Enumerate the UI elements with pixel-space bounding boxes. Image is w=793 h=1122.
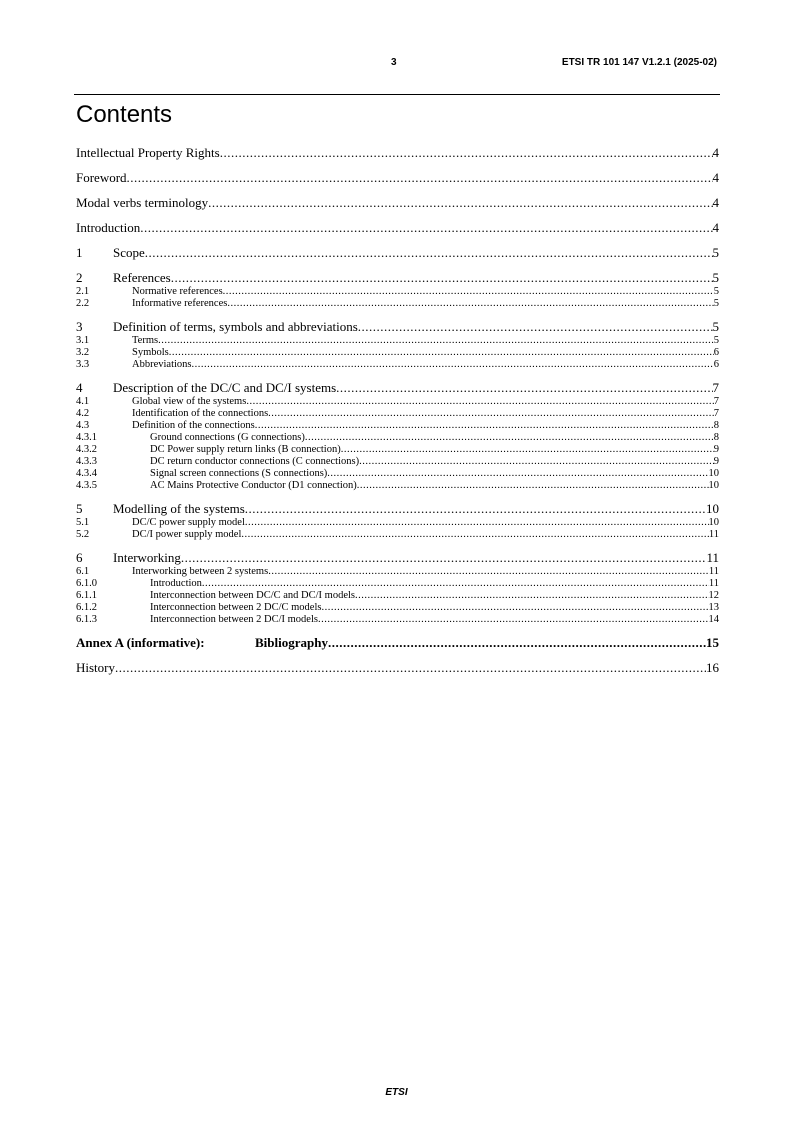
toc-entry-page: 5 bbox=[713, 286, 719, 297]
toc-entry-label: Modal verbs terminology bbox=[76, 195, 209, 210]
toc-entry-page: 5 bbox=[713, 298, 719, 309]
toc-leader-dots bbox=[359, 456, 714, 468]
toc-entry[interactable] bbox=[76, 170, 719, 186]
toc-entry[interactable] bbox=[76, 195, 719, 211]
toc-entry[interactable] bbox=[76, 635, 719, 651]
toc-leader-dots bbox=[305, 432, 714, 444]
toc-entry-page: 11 bbox=[706, 550, 719, 565]
toc-entry-page: 7 bbox=[713, 396, 719, 407]
toc-leader-dots bbox=[268, 566, 709, 578]
toc-leader-dots bbox=[220, 145, 713, 161]
toc-entry-number: 4.2 bbox=[76, 408, 90, 419]
toc-entry[interactable] bbox=[76, 480, 719, 492]
toc-leader-dots bbox=[318, 614, 709, 626]
page-header bbox=[0, 57, 793, 73]
toc-leader-dots bbox=[241, 529, 709, 541]
toc-leader-dots bbox=[171, 270, 713, 286]
toc-entry-label: Ground connections (G connections) bbox=[150, 432, 305, 443]
toc-leader-dots bbox=[245, 517, 709, 529]
toc-entry[interactable] bbox=[76, 501, 719, 517]
toc-leader-dots bbox=[327, 468, 708, 480]
toc-entry-number: 5 bbox=[76, 501, 83, 516]
toc-leader-dots bbox=[355, 590, 709, 602]
toc-entry[interactable] bbox=[76, 590, 719, 602]
toc-entry-number: 3.3 bbox=[76, 359, 90, 370]
toc-leader-dots bbox=[192, 359, 714, 371]
toc-entry-number: 3 bbox=[76, 319, 83, 334]
toc-entry-page: 10 bbox=[706, 501, 719, 516]
toc-entry-label: Intellectual Property Rights bbox=[76, 145, 220, 160]
toc-entry[interactable] bbox=[76, 432, 719, 444]
toc-entry-number: 6.1 bbox=[76, 566, 90, 577]
toc-entry-number: 4.3.3 bbox=[76, 456, 97, 467]
toc-entry-label: Modelling of the systems bbox=[113, 501, 245, 516]
toc-entry-number: 4.3.2 bbox=[76, 444, 97, 455]
toc-entry-label: Introduction bbox=[150, 578, 202, 589]
toc-entry[interactable] bbox=[76, 602, 719, 614]
toc-entry[interactable] bbox=[76, 468, 719, 480]
toc-leader-dots bbox=[127, 170, 713, 186]
document-id: ETSI TR 101 147 V1.2.1 (2025-02) bbox=[561, 57, 717, 68]
toc-entry-number: 2.1 bbox=[76, 286, 90, 297]
toc-leader-dots bbox=[169, 347, 714, 359]
toc-leader-dots bbox=[255, 420, 714, 432]
toc-entry-number: 6.1.2 bbox=[76, 602, 97, 613]
toc-leader-dots bbox=[246, 396, 713, 408]
toc-entry-number: 2 bbox=[76, 270, 83, 285]
toc-leader-dots bbox=[341, 444, 714, 456]
toc-entry[interactable] bbox=[76, 550, 719, 566]
toc-entry-label: Interconnection between 2 DC/C models bbox=[150, 602, 322, 613]
toc-leader-dots bbox=[158, 335, 714, 347]
toc-entry-number: 3.1 bbox=[76, 335, 90, 346]
toc-entry[interactable] bbox=[76, 517, 719, 529]
toc-entry-label: Interconnection between DC/C and DC/I models bbox=[150, 590, 355, 601]
toc-leader-dots bbox=[208, 195, 712, 211]
toc-entry-label: AC Mains Protective Conductor (D1 connection) bbox=[150, 480, 357, 491]
toc-entry-label: Interworking between 2 systems bbox=[132, 566, 269, 577]
toc-entry[interactable] bbox=[76, 444, 719, 456]
toc-entry-page: 10 bbox=[708, 480, 719, 491]
toc-entry-label: Global view of the systems bbox=[132, 396, 247, 407]
toc-entry[interactable] bbox=[76, 578, 719, 590]
toc-entry-label: History bbox=[76, 660, 115, 675]
toc-entry-number: 4.3 bbox=[76, 420, 90, 431]
toc-entry-label: Normative references bbox=[132, 286, 223, 297]
toc-entry[interactable] bbox=[76, 614, 719, 626]
toc-entry-page: 7 bbox=[713, 408, 719, 419]
toc-entry-page: 5 bbox=[712, 270, 719, 285]
toc-entry-page: 11 bbox=[708, 578, 719, 589]
toc-entry-number: Annex A (informative): bbox=[76, 635, 205, 650]
toc-leader-dots bbox=[321, 602, 708, 614]
toc-entry-label: Symbols bbox=[132, 347, 169, 358]
toc-entry[interactable] bbox=[76, 380, 719, 396]
toc-entry[interactable] bbox=[76, 566, 719, 578]
page-number: 3 bbox=[391, 57, 397, 68]
toc-leader-dots bbox=[268, 408, 714, 420]
toc-entry-label: Bibliography bbox=[255, 635, 328, 650]
toc-entry-number: 1 bbox=[76, 245, 83, 260]
toc-entry-label: Interworking bbox=[113, 550, 181, 565]
toc-entry-page: 5 bbox=[712, 319, 719, 334]
toc-entry-page: 10 bbox=[708, 468, 719, 479]
toc-entry-number: 3.2 bbox=[76, 347, 90, 358]
toc-entry-label: DC Power supply return links (B connection) bbox=[150, 444, 341, 455]
toc-entry-number: 6 bbox=[76, 550, 83, 565]
toc-leader-dots bbox=[145, 245, 713, 261]
toc-entry-label: Interconnection between 2 DC/I models bbox=[150, 614, 318, 625]
toc-entry-page: 8 bbox=[713, 432, 719, 443]
toc-entry-label: DC/C power supply model bbox=[132, 517, 245, 528]
toc-entry[interactable] bbox=[76, 145, 719, 161]
toc-leader-dots bbox=[336, 380, 712, 396]
toc-entry-page: 5 bbox=[713, 335, 719, 346]
toc-leader-dots bbox=[181, 550, 707, 566]
toc-entry[interactable] bbox=[76, 286, 719, 298]
toc-entry-page: 6 bbox=[713, 359, 719, 370]
toc-entry[interactable] bbox=[76, 220, 719, 236]
toc-entry-number: 4.3.4 bbox=[76, 468, 97, 479]
toc-entry-label: Signal screen connections (S connections) bbox=[150, 468, 328, 479]
toc-entry-page: 8 bbox=[713, 420, 719, 431]
toc-leader-dots bbox=[245, 501, 706, 517]
toc-entry[interactable] bbox=[76, 335, 719, 347]
toc-entry-page: 4 bbox=[712, 220, 719, 235]
header-rule bbox=[74, 94, 720, 95]
toc-entry-page: 11 bbox=[708, 529, 719, 540]
toc-entry[interactable] bbox=[76, 420, 719, 432]
toc-entry-label: Definition of the connections bbox=[132, 420, 255, 431]
toc-entry[interactable] bbox=[76, 529, 719, 541]
toc-entry-page: 11 bbox=[708, 566, 719, 577]
table-of-contents bbox=[76, 145, 719, 676]
toc-leader-dots bbox=[358, 319, 713, 335]
toc-entry-page: 13 bbox=[708, 602, 719, 613]
toc-entry-page: 4 bbox=[712, 145, 719, 160]
toc-entry-label: Foreword bbox=[76, 170, 127, 185]
toc-leader-dots bbox=[223, 286, 714, 298]
toc-entry-number: 6.1.1 bbox=[76, 590, 97, 601]
toc-entry-page: 4 bbox=[712, 170, 719, 185]
toc-entry-page: 12 bbox=[708, 590, 719, 601]
toc-entry-number: 2.2 bbox=[76, 298, 90, 309]
toc-entry-page: 4 bbox=[712, 195, 719, 210]
toc-entry-label: DC/I power supply model bbox=[132, 529, 242, 540]
toc-entry-label: Introduction bbox=[76, 220, 141, 235]
toc-entry[interactable] bbox=[76, 319, 719, 335]
toc-entry-page: 16 bbox=[706, 660, 719, 675]
toc-entry-number: 6.1.0 bbox=[76, 578, 97, 589]
toc-entry-page: 14 bbox=[708, 614, 719, 625]
toc-entry-number: 5.1 bbox=[76, 517, 90, 528]
toc-entry-number: 4.1 bbox=[76, 396, 90, 407]
toc-entry[interactable] bbox=[76, 359, 719, 371]
toc-entry-page: 6 bbox=[713, 347, 719, 358]
toc-entry[interactable] bbox=[76, 270, 719, 286]
toc-entry[interactable] bbox=[76, 660, 719, 676]
toc-entry-label: DC return conductor connections (C connections) bbox=[150, 456, 360, 467]
toc-entry-page: 7 bbox=[712, 380, 719, 395]
toc-entry-page: 10 bbox=[708, 517, 719, 528]
page-title: Contents bbox=[76, 101, 173, 128]
toc-leader-dots bbox=[140, 220, 712, 236]
toc-entry-label: Description of the DC/C and DC/I systems bbox=[113, 380, 337, 395]
toc-entry-label: References bbox=[113, 270, 171, 285]
toc-entry-label: Informative references bbox=[132, 298, 228, 309]
toc-leader-dots bbox=[227, 298, 713, 310]
toc-entry[interactable] bbox=[76, 408, 719, 420]
toc-entry-number: 5.2 bbox=[76, 529, 90, 540]
toc-entry-label: Scope bbox=[113, 245, 145, 260]
toc-leader-dots bbox=[357, 480, 709, 492]
toc-entry-number: 4.3.1 bbox=[76, 432, 97, 443]
toc-leader-dots bbox=[115, 660, 706, 676]
toc-entry[interactable] bbox=[76, 245, 719, 261]
toc-entry-page: 9 bbox=[713, 456, 719, 467]
toc-entry-page: 9 bbox=[713, 444, 719, 455]
toc-entry-number: 4 bbox=[76, 380, 83, 395]
toc-entry[interactable] bbox=[76, 347, 719, 359]
toc-entry-number: 6.1.3 bbox=[76, 614, 97, 625]
footer-etsi: ETSI bbox=[385, 1087, 408, 1098]
toc-leader-dots bbox=[202, 578, 709, 590]
toc-entry-label: Definition of terms, symbols and abbreviations bbox=[113, 319, 358, 334]
toc-entry-label: Abbreviations bbox=[132, 359, 192, 370]
toc-entry-label: Identification of the connections bbox=[132, 408, 269, 419]
toc-entry[interactable] bbox=[76, 456, 719, 468]
toc-entry-page: 15 bbox=[706, 635, 719, 650]
toc-entry-label: Terms bbox=[132, 335, 159, 346]
toc-entry[interactable] bbox=[76, 396, 719, 408]
toc-leader-dots bbox=[328, 635, 706, 651]
toc-entry-page: 5 bbox=[712, 245, 719, 260]
toc-entry-number: 4.3.5 bbox=[76, 480, 97, 491]
toc-entry[interactable] bbox=[76, 298, 719, 310]
